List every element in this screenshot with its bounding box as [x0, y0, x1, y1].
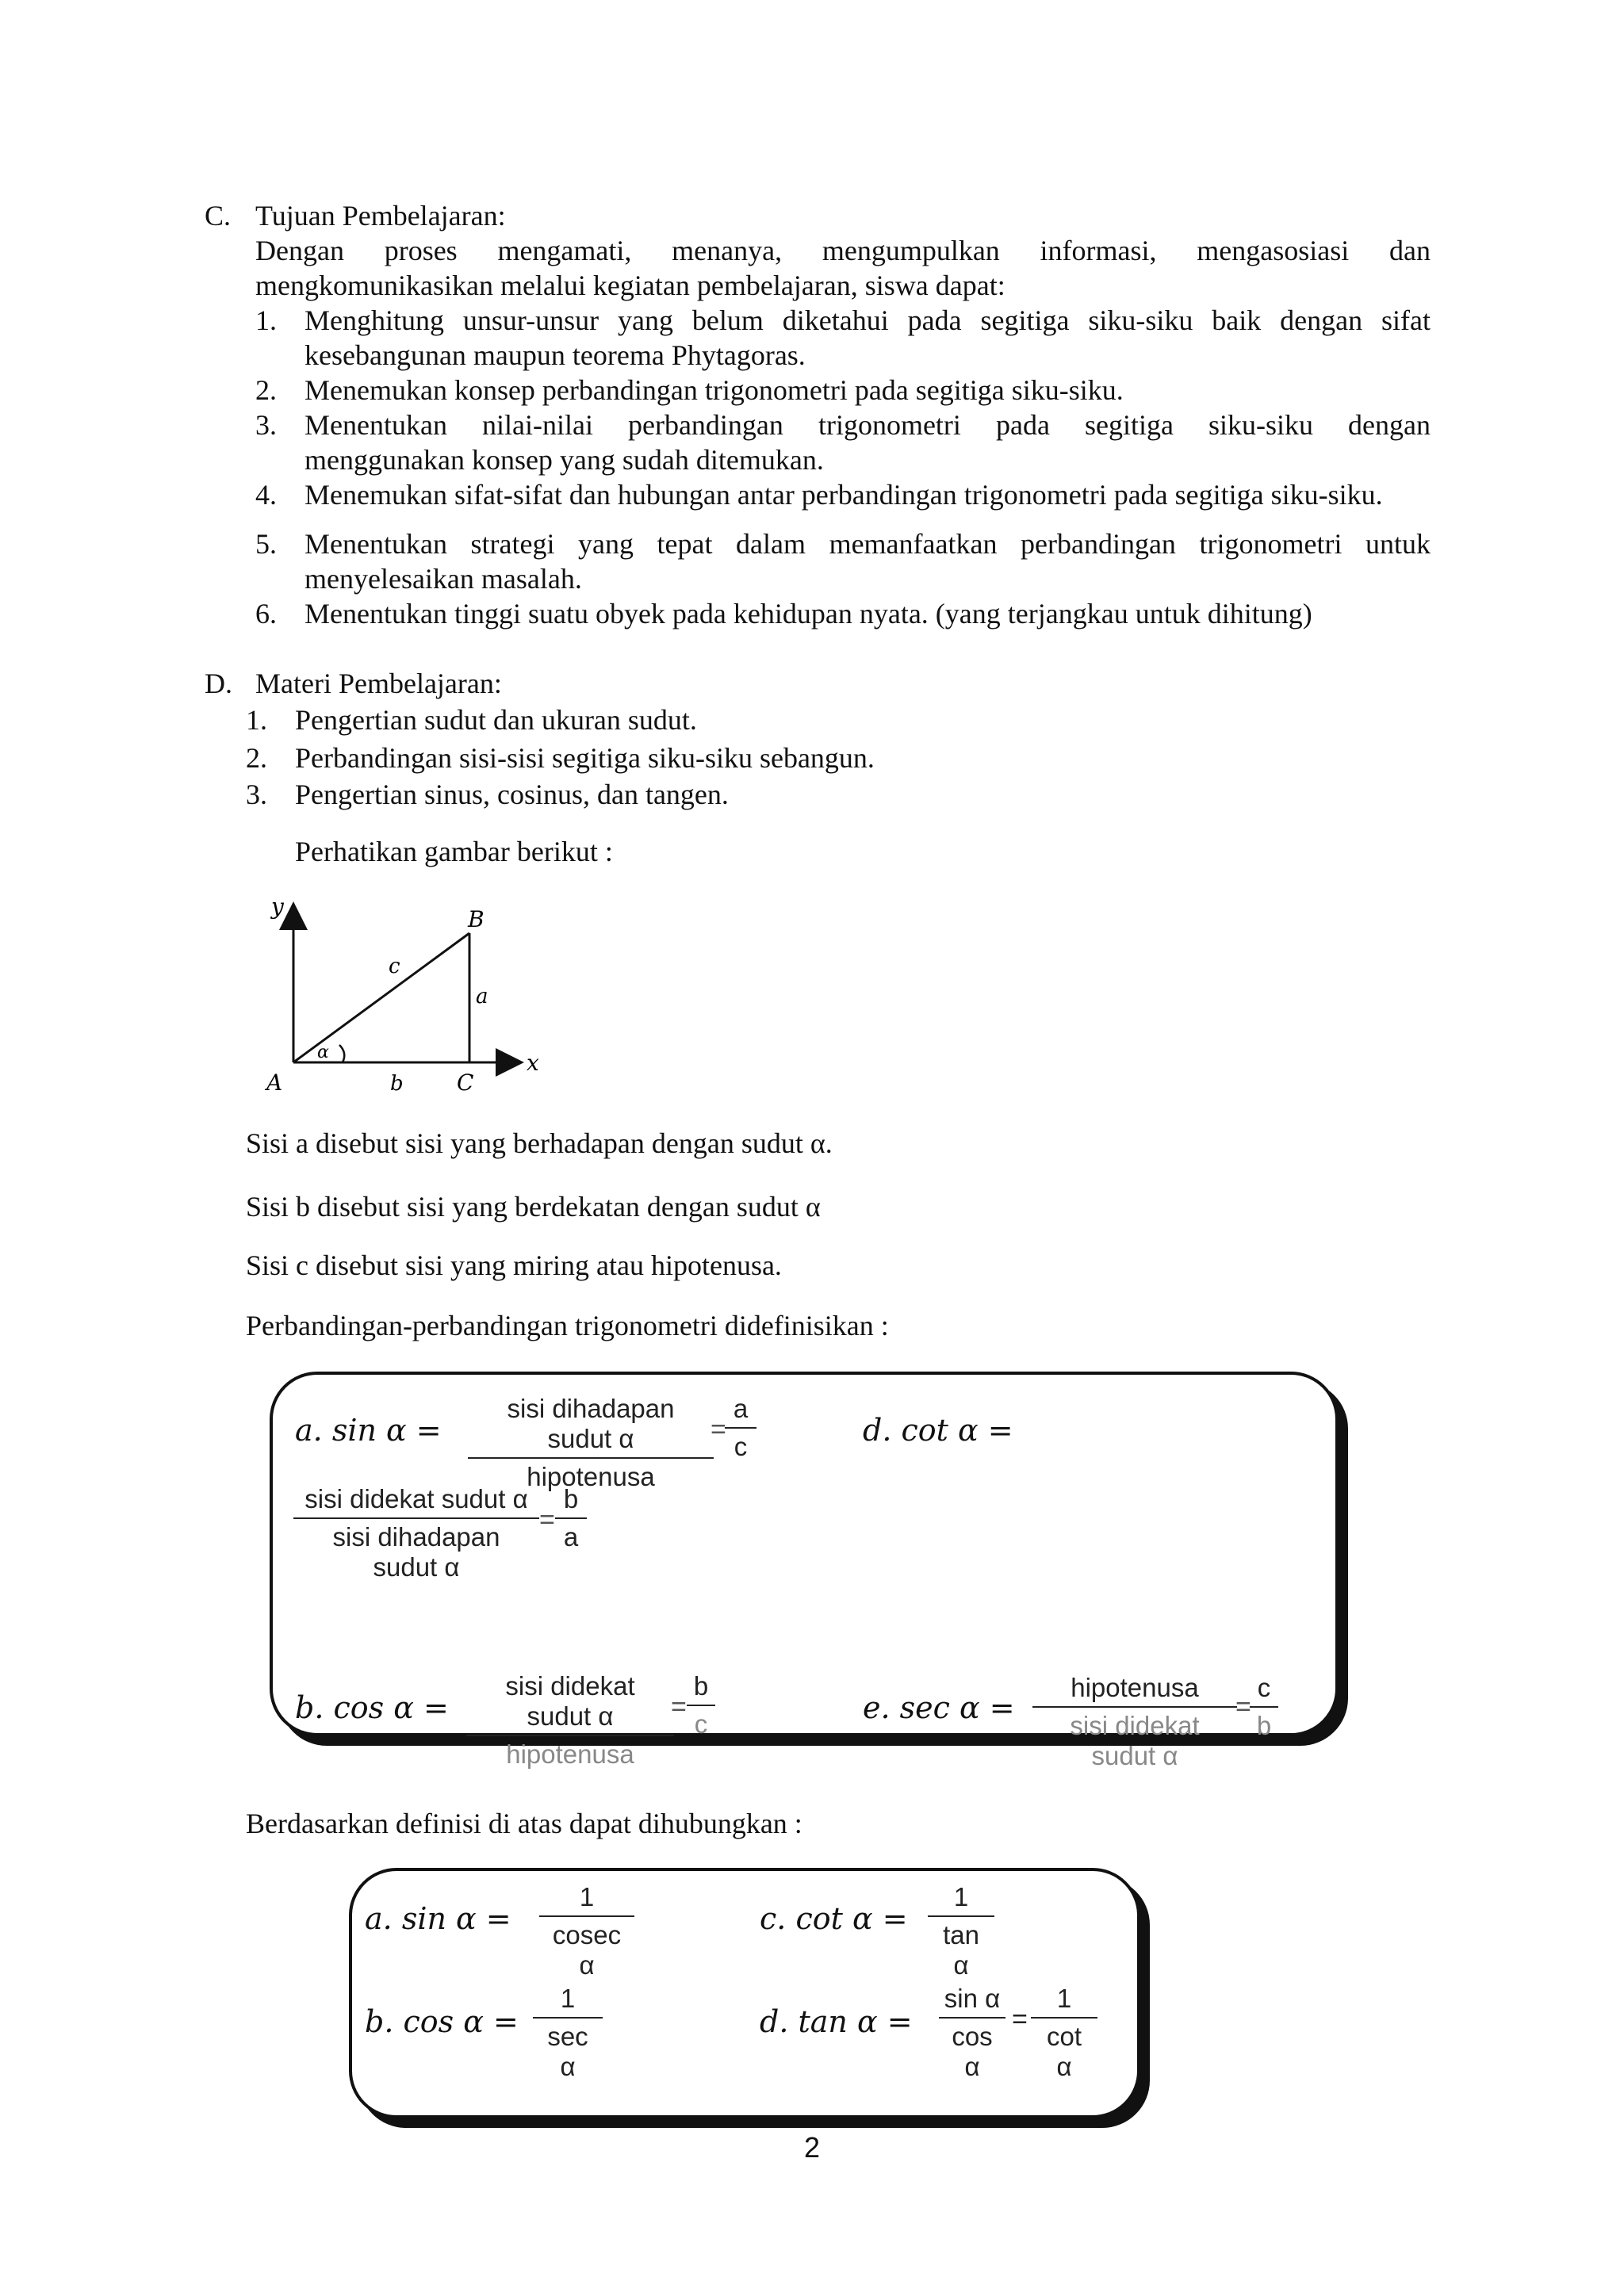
side-a-description: Sisi a disebut sisi yang berhadapan dengan sudut α. — [246, 1127, 833, 1159]
side-a-label: a — [476, 985, 488, 1008]
fraction-numerator: b — [687, 1671, 715, 1706]
y-axis-label: y — [271, 894, 284, 920]
cos-definition-label: b. cos α = — [295, 1690, 449, 1725]
material-item-text: Perbandingan sisi-sisi segitiga siku-siku sebangun. — [295, 742, 875, 774]
equals-sign: = — [710, 1414, 726, 1445]
side-b-label: b — [390, 1072, 404, 1096]
fraction-denominator: a — [563, 1522, 579, 1552]
fraction-denominator: sisi dihadapan sudut α — [332, 1522, 500, 1582]
angle-arc — [339, 1045, 344, 1062]
cot-definition-label: d. cot α = — [863, 1413, 1013, 1448]
equals-sign: = — [539, 1505, 555, 1535]
sin-relation-fraction — [539, 1882, 634, 1980]
fraction-denominator: c — [694, 1709, 708, 1739]
definitions-intro: Perbandingan-perbandingan trigonometri didefinisikan : — [246, 1310, 889, 1341]
fraction-numerator: 1 — [1031, 1984, 1097, 2019]
fraction-numerator: b — [555, 1484, 587, 1519]
x-axis-label: x — [527, 1050, 539, 1076]
section-d-title: Materi Pembelajaran: — [255, 668, 502, 699]
fraction-denominator: b — [1256, 1711, 1272, 1740]
sin-ratio-fraction — [725, 1394, 756, 1462]
goal-item-text-cont: menggunakan konsep yang sudah ditemukan. — [304, 444, 824, 476]
cot-relation-fraction — [928, 1882, 994, 1980]
goal-item-text: Menemukan konsep perbandingan trigonometri pada segitiga siku-siku. — [304, 374, 1124, 406]
fraction-denominator: c — [733, 1432, 748, 1461]
fraction-numerator: sin α — [939, 1984, 1005, 2019]
section-c-intro-line1: Dengan proses mengamati, menanya, mengumpulkan informasi, mengasosiasi dan — [255, 235, 1431, 266]
goal-item-text: Menentukan strategi yang tepat dalam memanfaatkan perbandingan trigonometri untuk — [304, 528, 1431, 560]
fraction-numerator: sisi didekat sudut α — [466, 1671, 674, 1736]
cos-relation-fraction — [533, 1984, 603, 2082]
sin-relation-label: a. sin α = — [365, 1901, 511, 1936]
tan-cot-fraction — [1031, 1984, 1097, 2082]
cos-definition-fraction — [466, 1671, 674, 1769]
equals-sign: = — [1235, 1692, 1251, 1722]
section-c-title: Tujuan Pembelajaran: — [255, 200, 506, 232]
goal-item-text: Menentukan nilai-nilai perbandingan trigonometri pada segitiga siku-siku dengan — [304, 409, 1431, 441]
fraction-numerator: c — [1250, 1673, 1278, 1708]
goal-item-text: Menentukan tinggi suatu obyek pada kehidupan nyata. (yang terjangkau untuk dihitung) — [304, 598, 1312, 629]
relations-intro: Berdasarkan definisi di atas dapat dihubungkan : — [246, 1808, 802, 1839]
section-d-letter: D. — [205, 668, 232, 699]
material-item-text: Pengertian sinus, cosinus, dan tangen. — [295, 779, 729, 810]
vertex-a-label: A — [266, 1070, 283, 1096]
sin-definition-fraction — [468, 1394, 714, 1492]
material-item-number: 1. — [246, 704, 267, 736]
goal-item-number: 1. — [255, 304, 277, 336]
material-item-text: Pengertian sudut dan ukuran sudut. — [295, 704, 697, 736]
equals-sign: = — [671, 1692, 687, 1722]
side-b-description: Sisi b disebut sisi yang berdekatan dengan sudut α — [246, 1191, 821, 1223]
fraction-denominator: tan α — [943, 1920, 979, 1980]
cot-ratio-fraction — [555, 1484, 587, 1552]
fraction-numerator: 1 — [928, 1882, 994, 1917]
page-number: 2 — [804, 2131, 821, 2164]
fraction-numerator: hipotenusa — [1032, 1673, 1237, 1708]
goal-item-number: 4. — [255, 479, 277, 511]
equals-sign: = — [1012, 2004, 1028, 2034]
goal-item-text-cont: kesebangunan maupun teorema Phytagoras. — [304, 339, 806, 371]
fraction-denominator: sisi didekat sudut α — [1070, 1711, 1200, 1770]
cot-relation-label: c. cot α = — [760, 1901, 908, 1936]
fraction-numerator: sisi didekat sudut α — [293, 1484, 539, 1519]
fraction-numerator: sisi dihadapan sudut α — [468, 1394, 714, 1459]
goal-item-number: 6. — [255, 598, 277, 629]
goal-item-text: Menemukan sifat-sifat dan hubungan antar perbandingan trigonometri pada segitiga siku-siku. — [304, 479, 1383, 511]
sec-ratio-fraction — [1250, 1673, 1278, 1740]
fraction-numerator: 1 — [533, 1984, 603, 2019]
cos-ratio-fraction — [687, 1671, 715, 1739]
material-item-number: 2. — [246, 742, 267, 774]
sec-definition-label: e. sec α = — [863, 1690, 1015, 1725]
fraction-denominator: sec α — [547, 2022, 588, 2081]
vertex-c-label: C — [457, 1070, 474, 1096]
section-c-intro-line2: mengkomunikasikan melalui kegiatan pembelajaran, siswa dapat: — [255, 270, 1005, 301]
goal-item-text: Menghitung unsur-unsur yang belum diketahui pada segitiga siku-siku baik dengan sifat — [304, 304, 1431, 336]
tan-relation-fraction — [939, 1984, 1005, 2082]
side-c-description: Sisi c disebut sisi yang miring atau hipotenusa. — [246, 1249, 782, 1281]
fraction-denominator: cos α — [952, 2022, 993, 2081]
vertex-b-label: B — [468, 906, 485, 932]
tan-relation-label: d. tan α = — [760, 2004, 913, 2039]
angle-alpha-label: α — [317, 1043, 329, 1062]
fraction-denominator: cot α — [1046, 2022, 1082, 2081]
triangle-figure — [254, 892, 555, 1098]
fraction-denominator: hipotenusa — [506, 1739, 634, 1769]
fraction-denominator: coseс α — [552, 1920, 622, 1980]
material-item-number: 3. — [246, 779, 267, 810]
side-c-label: c — [389, 955, 400, 978]
fraction-denominator: hipotenusa — [527, 1462, 655, 1491]
section-c-letter: C. — [205, 200, 232, 232]
goal-item-number: 3. — [255, 409, 277, 441]
sec-definition-fraction — [1032, 1673, 1237, 1770]
sin-definition-label: a. sin α = — [295, 1413, 442, 1448]
cos-relation-label: b. cos α = — [365, 2004, 519, 2039]
figure-prompt: Perhatikan gambar berikut : — [295, 836, 613, 867]
fraction-numerator: 1 — [539, 1882, 634, 1917]
goal-item-number: 5. — [255, 528, 277, 560]
cot-definition-fraction — [293, 1484, 539, 1582]
goal-item-number: 2. — [255, 374, 277, 406]
fraction-numerator: a — [725, 1394, 756, 1429]
goal-item-text-cont: menyelesaikan masalah. — [304, 563, 582, 595]
